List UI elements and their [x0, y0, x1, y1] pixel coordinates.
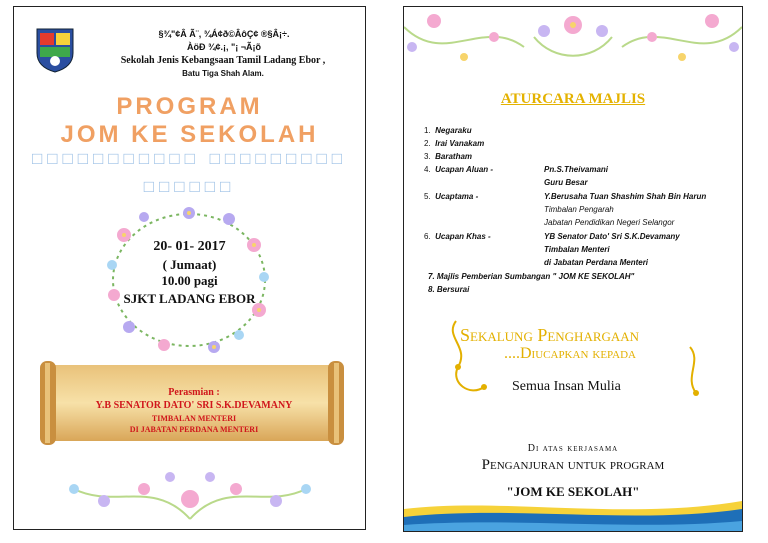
- school-name-tamil-2: ÀöÐ ¾¢.¡, "¡ ¬Ã¡õ: [186, 42, 262, 52]
- collaboration-line-2: Penganjuran untuk program: [481, 457, 665, 473]
- programme-item-1: 1. Negaraku: [424, 126, 472, 135]
- program-subtitle: JOM KE SEKOLAH: [60, 121, 319, 148]
- thanks-heading: Sekalung Penghargaan: [460, 325, 640, 345]
- school-name-tamil: §¾"¢Â Ã¨, ¾Á¢ð©ÂôÇ¢ ®§Â¡÷.: [158, 29, 290, 39]
- programme-item-2: 2. Irai Vanakam: [424, 139, 485, 148]
- school-name: Sekolah Jenis Kebangsaan Tamil Ladang Ebor ,: [120, 55, 326, 66]
- programme-item-8: 8. Bersurai: [428, 285, 470, 294]
- programme-item-6-role-2: di Jabatan Perdana Menteri: [544, 258, 649, 267]
- opening-heading: Perasmian :: [168, 387, 220, 398]
- programme-item-7: 7. Majlis Pemberian Sumbangan " JOM KE SEKOLAH": [428, 272, 635, 281]
- opening-guest-role-2: DI JABATAN PERDANA MENTERI: [129, 425, 259, 434]
- programme-item-5-role-2: Jabatan Pendidikan Negeri Selangor: [544, 218, 675, 227]
- opening-guest-role-1: TIMBALAN MENTERI: [151, 414, 237, 423]
- programme-item-4: 4. Ucapan Aluan -: [424, 165, 494, 174]
- left-page: [13, 6, 366, 530]
- event-time: 10.00 pagi: [161, 273, 218, 288]
- top-floral-border: [404, 7, 742, 87]
- programme-item-5: 5. Ucaptama -: [424, 192, 479, 201]
- school-address: Batu Tiga Shah Alam.: [182, 69, 264, 78]
- programme-item-3: 3. Baratham: [424, 152, 473, 161]
- event-venue: SJKT LADANG EBOR: [123, 291, 256, 306]
- programme-item-4-role: Guru Besar: [544, 178, 588, 187]
- opening-guest-name: Y.B SENATOR DATO' SRI S.K.DEVAMANY: [95, 400, 293, 411]
- school-logo: [34, 27, 76, 73]
- bottom-floral-ornament: [54, 459, 326, 525]
- programme-item-5-speaker: Y.Berusaha Tuan Shashim Shah Bin Harun: [544, 192, 707, 201]
- bottom-wave: [404, 495, 742, 531]
- thanks-subheading: ....Diucapkan kepada: [504, 345, 636, 362]
- tamil-text-boxes-2: □□□□□□: [143, 177, 236, 196]
- programme-item-6-speaker: YB Senator Dato' Sri S.K.Devamany: [544, 232, 680, 241]
- programme-item-6-role-1: Timbalan Menteri: [544, 245, 610, 254]
- tamil-text-boxes: □□□□□□□□□□□ □□□□□□□□□: [31, 149, 348, 168]
- collaboration-line-1: Di atas kerjasama: [527, 443, 619, 454]
- program-name-quote: "JOM KE SEKOLAH": [506, 484, 640, 499]
- programme-heading: ATURCARA MAJLIS: [500, 91, 646, 107]
- right-page: [403, 6, 743, 532]
- programme-item-4-speaker: Pn.S.Theivamani: [544, 165, 609, 174]
- programme-item-5-role-1: Timbalan Pengarah: [544, 205, 614, 214]
- event-date: 20- 01- 2017: [153, 239, 226, 254]
- thanks-recipients: Semua Insan Mulia: [512, 379, 621, 394]
- event-day: ( Jumaat): [162, 257, 217, 272]
- programme-item-6: 6. Ucapan Khas -: [424, 232, 491, 241]
- program-title: PROGRAM: [116, 93, 263, 120]
